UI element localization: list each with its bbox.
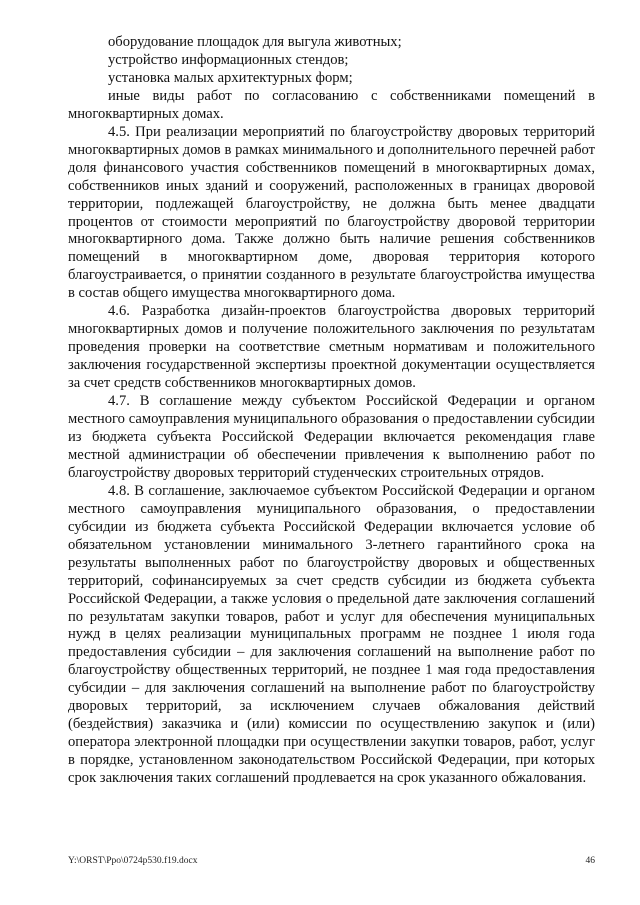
document-body xyxy=(68,34,595,788)
footer-page-number: 46 xyxy=(585,856,595,866)
list-item: оборудование площадок для выгула животных; xyxy=(108,34,402,50)
paragraph-4-8: 4.8. В соглашение, заключаемое субъектом Российской Федерации и органом местного самоуправления муниципального образования, о предоставлении субсидии из бюджета субъекта Российской Федерации включается условие об обязательном установлении минимального 3-летнего гарантийного срока на результаты выполненных работ по благоустройству дворовых и общественных территорий, софинансируемых за счет средств субсидии из бюджета субъекта Российской Федерации, а также условия о предельной дате заключения соглашений по результатам закупки товаров, работ и услуг для обеспечения муниципальных нужд в целях реализации муниципальных программ не позднее 1 июля года предоставления субсидии – для заключения соглашений на выполнение работ по благоустройству общественных территорий, не позднее 1 мая года предоставления субсидии – для заключения соглашений на выполнение работ по благоустройству дворовых территорий, за исключением случаев обжалования действий (бездействия) заказчика и (или) комиссии по осуществлению закупок и (или) оператора электронной площадки при осуществлении закупки товаров, работ, услуг в порядке, установленном законодательством Российской Федерации, при которых срок заключения таких соглашений продлевается на срок указанного обжалования. xyxy=(68,482,595,787)
footer-file-path: Y:\ORST\Ppo\0724p530.f19.docx xyxy=(68,856,198,866)
list-item: устройство информационных стендов; xyxy=(108,51,349,68)
paragraph-4-5: 4.5. При реализации мероприятий по благоустройству дворовых территорий многоквартирных домов в рамках минимального и дополнительного перечней работ доля финансового участия собственников помещений в многоквартирных домах, собственников иных зданий и сооружений, расположенных в границах дворовой территории, подлежащей благоустройству, не должна быть менее двадцати процентов от стоимости мероприятий по благоустройству дворовой территории многоквартирного дома. Также должно быть наличие решения собственников помещений в многоквартирном доме, дворовая территория которого благоустраивается, о принятии созданного в результате благоустройства имущества в состав общего имущества многоквартирного дома. xyxy=(68,123,595,302)
paragraph-4-6: 4.6. Разработка дизайн-проектов благоустройства дворовых территорий многоквартирных домов и получение положительного заключения по результатам проведения проверки на соответствие сметным нормативам и положительного заключения государственной экспертизы проектной документации осуществляется за счет средств собственников многоквартирных домов. xyxy=(68,303,595,392)
paragraph-4-7: 4.7. В соглашение между субъектом Российской Федерации и органом местного самоуправления муниципального образования о предоставлении субсидии из бюджета субъекта Российской Федерации включается рекомендация главе местной администрации об обеспечении привлечения к выполнению работ по благоустройству дворовых территорий студенческих строительных отрядов. xyxy=(68,393,595,481)
list-item: иные виды работ по согласованию с собственниками помещений в многоквартирных домах. xyxy=(68,87,595,122)
list-item: установка малых архитектурных форм; xyxy=(108,69,353,86)
